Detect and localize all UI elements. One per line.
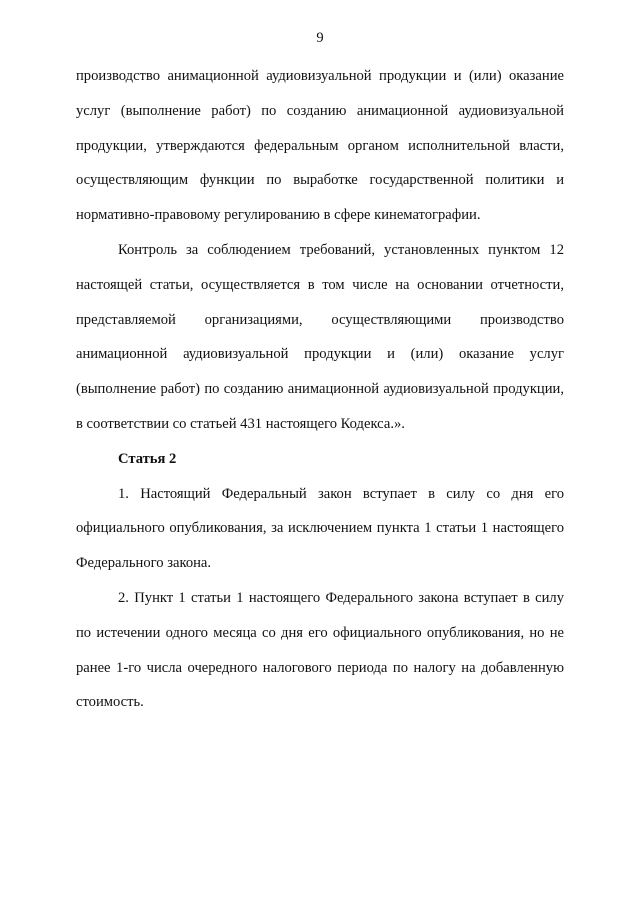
paragraph-control: Контроль за соблюдением требований, установленных пунктом 12 настоящей статьи, осуществляется в том числе на основании отчетности, представляемой организациями, осуществляющими производство анимационной аудиовизуальной продукции и (или) оказание услуг (выполнение работ) по созданию анимационной аудиовизуальной продукции, в соответствии со статьей 431 настоящего Кодекса.». xyxy=(76,241,564,432)
paragraph-item-2: 2. Пункт 1 статьи 1 настоящего Федерального закона вступает в силу по истечении одного месяца со дня его официального опубликования, но не ранее 1-го числа очередного налогового периода по налогу на добавленную стоимость. xyxy=(76,589,564,711)
document-body xyxy=(76,59,564,720)
paragraph-continuation: производство анимационной аудиовизуальной продукции и (или) оказание услуг (выполнение работ) по созданию анимационной аудиовизуальной продукции, утверждаются федеральным органом исполнительной власти, осуществляющим функции по выработке государственной политики и нормативно-правовому регулированию в сфере кинематографии. xyxy=(76,68,564,224)
paragraph-item-1: 1. Настоящий Федеральный закон вступает в силу со дня его официального опубликования, за исключением пункта 1 статьи 1 настоящего Федерального закона. xyxy=(76,485,564,572)
article-heading: Статья 2 xyxy=(118,450,177,467)
page-number: 9 xyxy=(316,30,324,46)
